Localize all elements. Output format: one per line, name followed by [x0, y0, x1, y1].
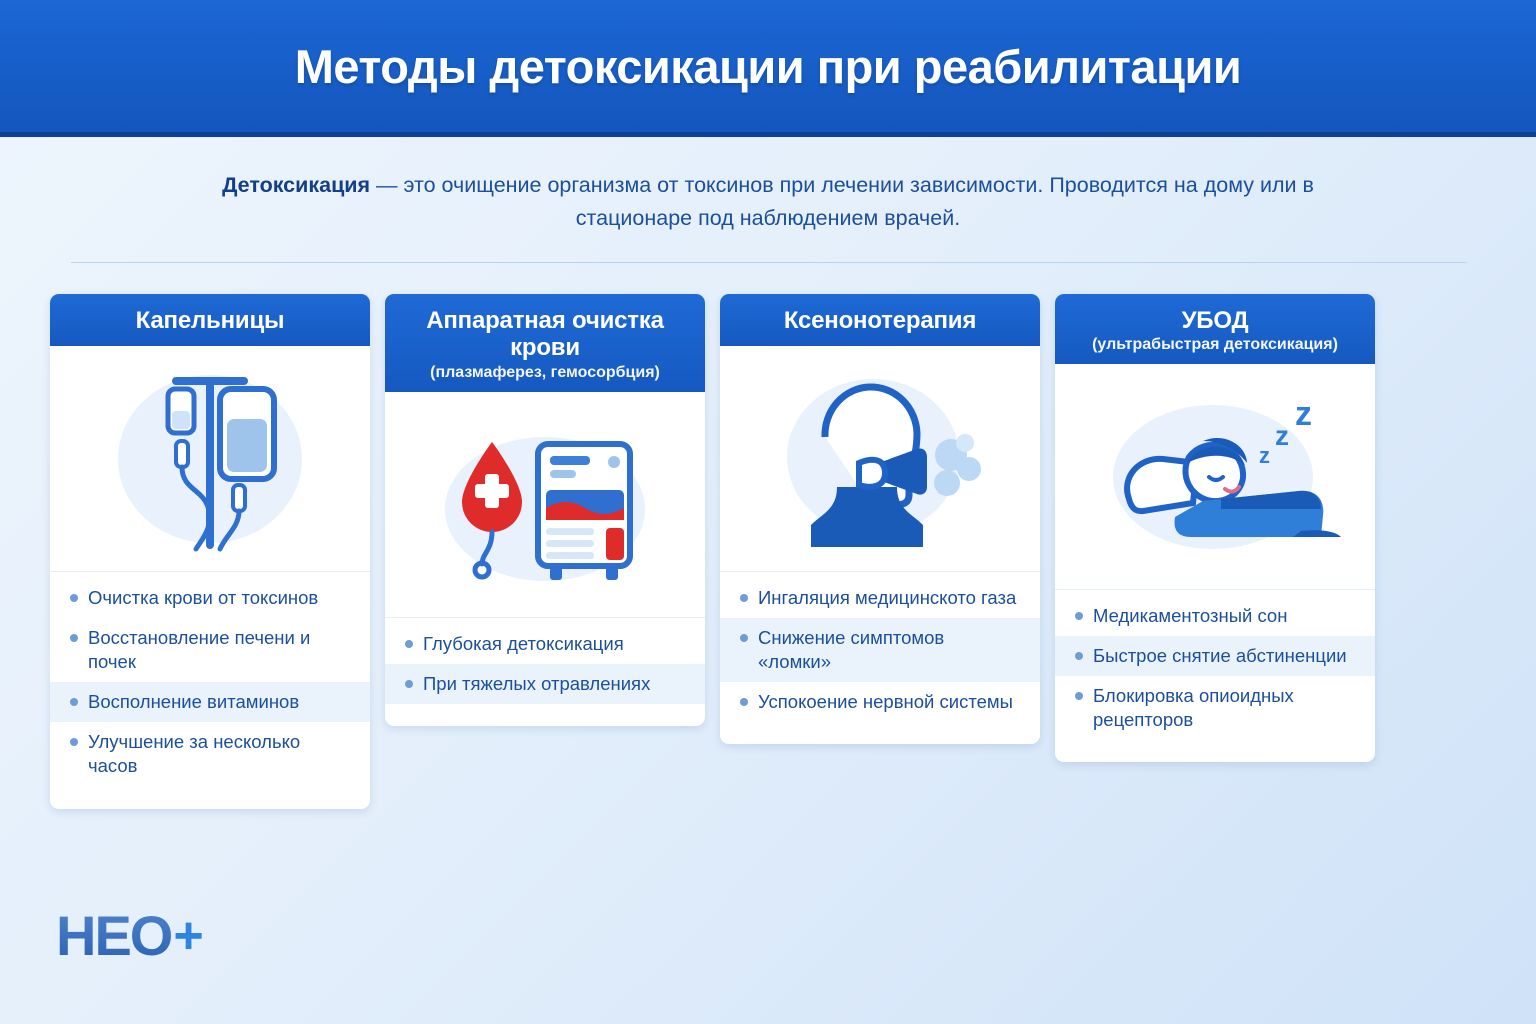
list-item-label: Медикаментозный сон: [1093, 605, 1288, 627]
bullet-icon: [740, 698, 748, 706]
blood-drop-machine-icon: [420, 404, 670, 604]
card-title: Ксенонотерапия: [783, 306, 977, 334]
inhalation-mask-icon: [755, 359, 1005, 559]
bullet-icon: [1075, 692, 1083, 700]
card-benefit-list: [50, 571, 370, 808]
card-benefit-list: [720, 571, 1040, 744]
method-card-xenon-therapy: [720, 294, 1040, 745]
page-header: [0, 0, 1536, 137]
svg-text:z: z: [1295, 394, 1312, 433]
card-header: [385, 294, 705, 392]
list-item-label: Снижение симптомов «ломки»: [758, 627, 945, 673]
list-item: [720, 578, 1040, 618]
card-title: УБОД: [1181, 306, 1249, 334]
bullet-icon: [740, 634, 748, 642]
list-item-label: При тяжелых отравлениях: [423, 672, 651, 694]
page-title: Методы детоксикации при реабилитации: [294, 39, 1242, 93]
card-header: [50, 294, 370, 347]
list-item-label: Успокоение нервной системы: [758, 691, 1013, 713]
list-item-label: Восполнение витаминов: [88, 691, 300, 713]
list-item: [50, 578, 370, 618]
intro-paragraph: [173, 169, 1363, 236]
card-title: Капельницы: [135, 306, 285, 334]
bullet-icon: [70, 634, 78, 642]
card-header: [720, 294, 1040, 347]
card-illustration: [50, 346, 370, 571]
sleeping-patient-icon: [1085, 377, 1345, 577]
svg-text:z: z: [1275, 419, 1289, 451]
intro-text: — это очищение организма от токсинов при лечении зависимости. Проводится на дому или в стационаре под наблюдением врачей.: [370, 173, 1314, 231]
brand-logo: [56, 904, 204, 967]
card-header: [1055, 294, 1375, 365]
list-item-label: Быстрое снятие абстиненции: [1093, 645, 1347, 667]
list-item: [50, 722, 370, 786]
bullet-icon: [740, 594, 748, 602]
card-illustration: [720, 346, 1040, 571]
method-card-blood-purification: [385, 294, 705, 726]
list-item: [1055, 596, 1375, 636]
list-item-label: Улучшение за несколько часов: [88, 731, 301, 777]
list-item: [1055, 636, 1375, 676]
logo-wordmark: HEO: [56, 904, 172, 967]
bullet-icon: [405, 680, 413, 688]
list-item-label: Глубокая детоксикация: [423, 632, 624, 654]
card-benefit-list: [1055, 589, 1375, 762]
list-item-label: Ингаляция медицинското газа: [758, 587, 1017, 609]
bullet-icon: [70, 698, 78, 706]
bullet-icon: [1075, 652, 1083, 660]
list-item-label: Очистка крови от токсинов: [88, 587, 319, 609]
list-item: [385, 624, 705, 664]
bullet-icon: [405, 640, 413, 648]
card-benefit-list: [385, 617, 705, 726]
list-item: [720, 682, 1040, 722]
bullet-icon: [70, 738, 78, 746]
bullet-icon: [1075, 612, 1083, 620]
card-illustration: [385, 392, 705, 617]
card-illustration: [1055, 364, 1375, 589]
methods-card-row: [0, 263, 1536, 809]
list-item-label: Восстановление печени и почек: [88, 627, 311, 673]
card-subtitle: (ультрабыстрая детоксикация): [1092, 336, 1338, 354]
card-title: Аппаратная очистка крови: [426, 306, 664, 362]
intro-lead-term: Детоксикация: [222, 173, 371, 197]
list-item: [385, 664, 705, 704]
svg-text:z: z: [1259, 442, 1270, 468]
list-item: [50, 618, 370, 682]
logo-plus-icon: +: [173, 907, 204, 965]
list-item-label: Блокировка опиоидных рецепторов: [1093, 685, 1294, 731]
method-card-drip: [50, 294, 370, 809]
list-item: [50, 682, 370, 722]
list-item: [1055, 676, 1375, 740]
method-card-ubod: [1055, 294, 1375, 763]
list-item: [720, 618, 1040, 682]
card-subtitle: (плазмаферез, гемосорбция): [430, 363, 660, 381]
bullet-icon: [70, 594, 78, 602]
iv-drip-icon: [90, 359, 330, 559]
